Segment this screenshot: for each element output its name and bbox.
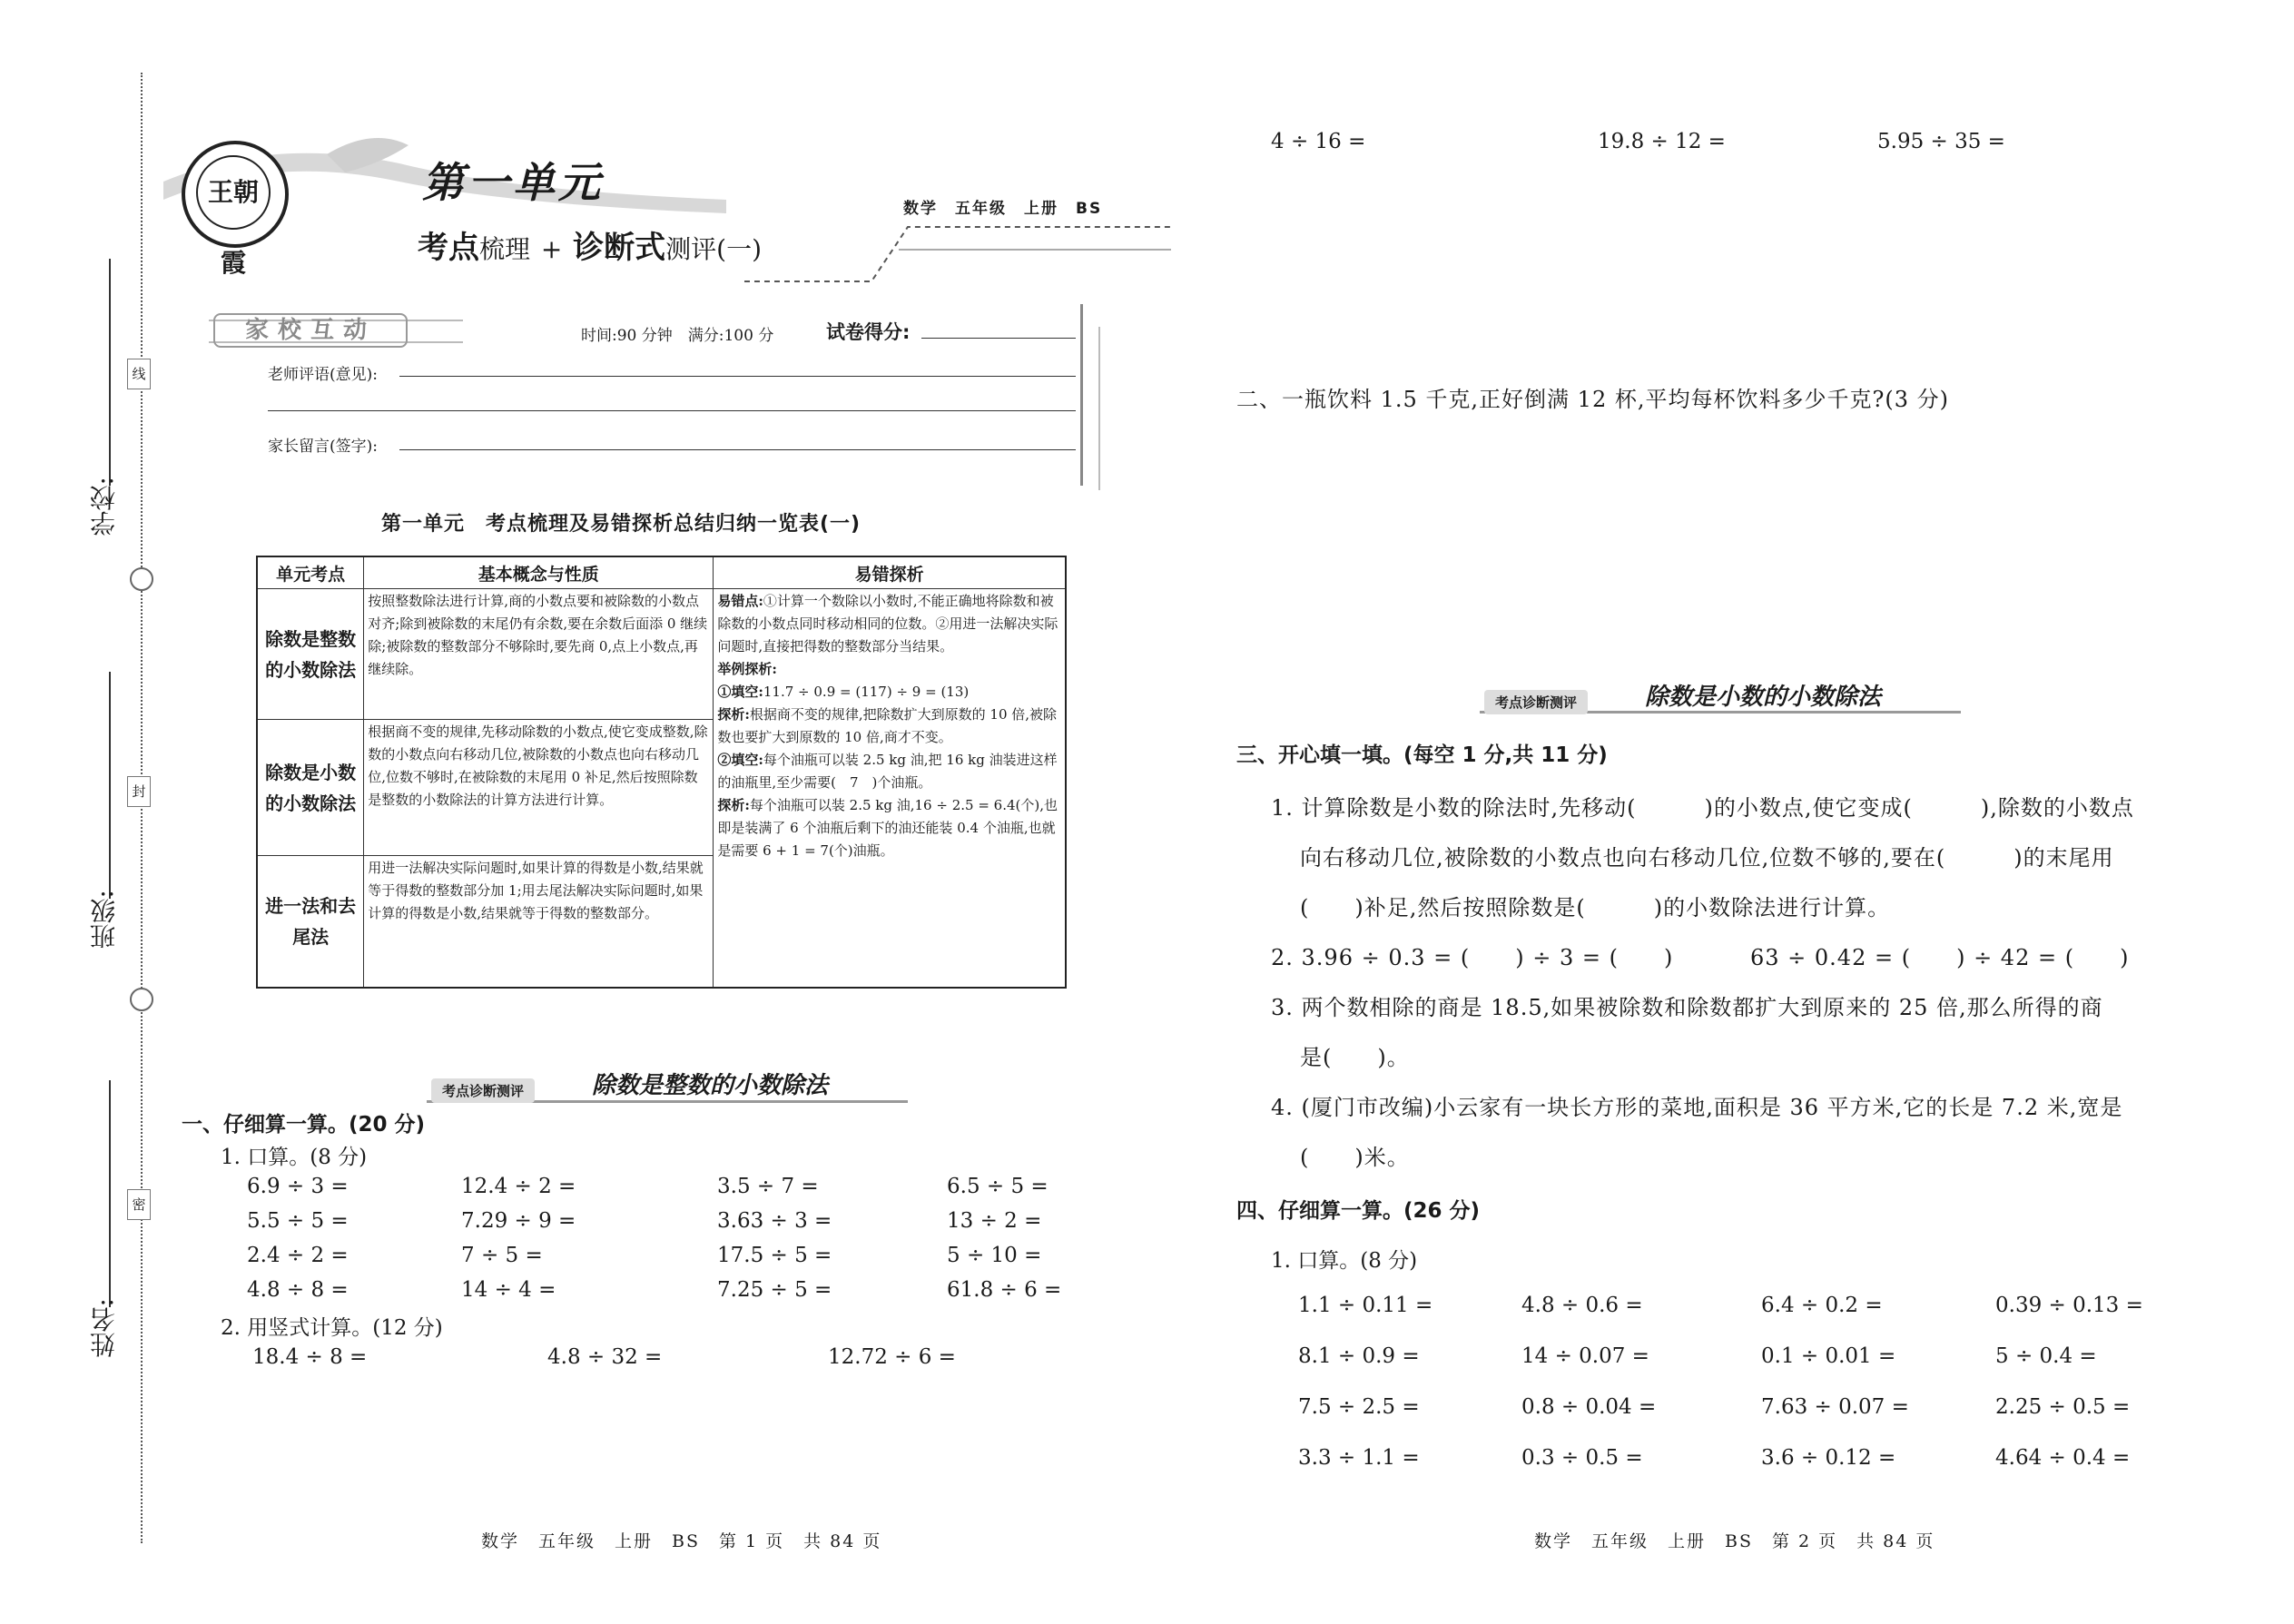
calc-item: 0.3 ÷ 0.5 =: [1521, 1446, 1643, 1470]
error-point-text: ①计算一个数除以小数时,不能正确地将除数和被除数的小数点同时移动相同的位数。②用进一法解决实际问题时,直接把得数的整数部分当结果。: [717, 593, 1058, 655]
binding-mark: 密: [127, 1189, 151, 1220]
calc-item: 18.4 ÷ 8 =: [252, 1345, 368, 1369]
calc-item: 0.39 ÷ 0.13 =: [1995, 1294, 2143, 1317]
table-cell-concept: 根据商不变的规律,先移动除数的小数点,使它变成整数,除数的小数点向右移动几位,被除数的小数点也向右移动几位,位数不够时,在被除数的末尾用 0 补足,然后按照除数是整数的小数除法的计算方法进行计算。: [364, 720, 714, 856]
table-cell-point: 除数是小数的小数除法: [257, 720, 364, 856]
subtitle-part: 考点: [418, 230, 479, 266]
publisher-logo: [182, 141, 289, 278]
binding-hole: [130, 567, 153, 591]
class-fill-line[interactable]: [109, 672, 111, 899]
question-subheading: 1. 口算。(8 分): [1271, 1249, 1418, 1273]
calc-item: 7 ÷ 5 =: [461, 1244, 543, 1267]
calc-item: 7.29 ÷ 9 =: [461, 1209, 576, 1233]
question-heading: 四、仔细算一算。(26 分): [1236, 1199, 1481, 1223]
calc-item: 19.8 ÷ 12 =: [1598, 130, 1726, 153]
calc-item: 8.1 ÷ 0.9 =: [1298, 1344, 1420, 1368]
fill1-label: ①填空:: [717, 684, 763, 700]
fill1-text: 11.7 ÷ 0.9 = (117) ÷ 9 = (13): [763, 684, 970, 700]
grade-tag: 数学 五年级 上册 BS: [903, 200, 1103, 218]
calc-item: 4.64 ÷ 0.4 =: [1995, 1446, 2131, 1470]
calc-item: 6.9 ÷ 3 =: [247, 1175, 349, 1198]
school-fill-line[interactable]: [109, 259, 111, 486]
table-cell-concept: 用进一法解决实际问题时,如果计算的得数是小数,结果就等于得数的整数部分加 1;用去尾法解决实际问题时,如果计算的得数是小数,结果就等于得数的整数部分。: [364, 856, 714, 988]
analysis2-label: 探析:: [717, 797, 750, 813]
fill-line: 向右移动几位,被除数的小数点也向右移动几位,位数不够的,要在( )的末尾用: [1300, 845, 2114, 871]
subtitle-part: 梳理: [479, 234, 531, 264]
section-title: 除数是整数的小数除法: [592, 1072, 829, 1099]
calc-item: 0.1 ÷ 0.01 =: [1761, 1344, 1896, 1368]
analysis1-text: 根据商不变的规律,把除数扩大到原数的 10 倍,被除数也要扩大到原数的 10 倍,商才不变。: [717, 706, 1058, 745]
calc-item: 7.63 ÷ 0.07 =: [1761, 1395, 1909, 1419]
header-dashed-decoration: [744, 209, 1180, 300]
fill-line: 2. 3.96 ÷ 0.3 = ( ) ÷ 3 = ( ): [1271, 945, 1674, 970]
table-header: 基本概念与性质: [364, 556, 714, 589]
calc-item: 7.5 ÷ 2.5 =: [1298, 1395, 1420, 1419]
calc-item: 6.5 ÷ 5 =: [947, 1175, 1049, 1198]
parent-comment-line[interactable]: [399, 449, 1076, 450]
page-footer: 数学 五年级 上册 BS 第 1 页 共 84 页: [481, 1531, 882, 1551]
question-heading: 三、开心填一填。(每空 1 分,共 11 分): [1236, 743, 1608, 767]
score-input-line[interactable]: [921, 338, 1076, 339]
table-cell-concept: 按照整数除法进行计算,商的小数点要和被除数的小数点对齐;除到被除数的末尾仍有余数,要在余数后面添 0 继续除;被除数的整数部分不够除时,要先商 0,点上小数点,再继续除。: [364, 589, 714, 720]
fill-line: ( )米。: [1300, 1145, 1410, 1170]
fill2-label: ②填空:: [717, 752, 763, 768]
summary-table: [256, 556, 1067, 989]
time-score-meta: 时间:90 分钟 满分:100 分: [581, 327, 774, 345]
score-label: 试卷得分:: [826, 321, 911, 343]
section-title: 除数是小数的小数除法: [1645, 684, 1882, 711]
table-cell-point: 除数是整数的小数除法: [257, 589, 364, 720]
calc-item: 3.6 ÷ 0.12 =: [1761, 1446, 1896, 1470]
calc-item: 2.4 ÷ 2 =: [247, 1244, 349, 1267]
fill-line: 63 ÷ 0.42 = ( ) ÷ 42 = ( ): [1750, 945, 2130, 970]
parent-comment-label: 家长留言(签字):: [268, 438, 378, 456]
calc-item: 14 ÷ 4 =: [461, 1278, 556, 1302]
subtitle-part: 测评(一): [665, 234, 763, 264]
calc-item: 4 ÷ 16 =: [1271, 130, 1366, 153]
calc-item: 7.25 ÷ 5 =: [717, 1278, 832, 1302]
section-tag: 考点诊断测评: [1484, 690, 1588, 714]
table-cell-point: 进一法和去尾法: [257, 856, 364, 988]
error-point-label: 易错点:: [717, 593, 763, 609]
class-label: 班级:: [89, 890, 119, 950]
table-header: 单元考点: [257, 556, 364, 589]
calc-item: 13 ÷ 2 =: [947, 1209, 1042, 1233]
binding-mark: 线: [127, 359, 151, 389]
table-cell-analysis: [714, 589, 1066, 988]
calc-item: 5 ÷ 0.4 =: [1995, 1344, 2097, 1368]
calc-item: 61.8 ÷ 6 =: [947, 1278, 1062, 1302]
question-2: 二、一瓶饮料 1.5 千克,正好倒满 12 杯,平均每杯饮料多少千克?(3 分): [1236, 387, 1949, 412]
test-subtitle: [418, 222, 762, 267]
analysis2-text: 每个油瓶可以装 2.5 kg 油,16 ÷ 2.5 = 6.4(个),也即是装满了 6 个油瓶后剩下的油还能装 0.4 个油瓶,也就是需要 6 + 1 = 7(个)油瓶。: [717, 797, 1058, 859]
logo-text: 王朝霞: [196, 155, 271, 230]
summary-table-title: 第一单元 考点梳理及易错探析总结归纳一览表(一): [381, 513, 861, 536]
calc-item: 12.72 ÷ 6 =: [828, 1345, 956, 1369]
calc-item: 3.3 ÷ 1.1 =: [1298, 1446, 1420, 1470]
fill-line: 1. 计算除数是小数的除法时,先移动( )的小数点,使它变成( ),除数的小数点: [1271, 795, 2134, 821]
calc-item: 6.4 ÷ 0.2 =: [1761, 1294, 1883, 1317]
section-tag: 考点诊断测评: [431, 1078, 535, 1103]
calc-item: 2.25 ÷ 0.5 =: [1995, 1395, 2131, 1419]
calc-item: 12.4 ÷ 2 =: [461, 1175, 576, 1198]
analysis1-label: 探析:: [717, 706, 750, 723]
calc-item: 4.8 ÷ 0.6 =: [1521, 1294, 1643, 1317]
calc-item: 4.8 ÷ 8 =: [247, 1278, 349, 1302]
question-heading: 一、仔细算一算。(20 分): [182, 1113, 426, 1137]
calc-item: 14 ÷ 0.07 =: [1521, 1344, 1649, 1368]
example-label: 举例探析:: [717, 661, 777, 677]
name-label: 姓名:: [89, 1298, 119, 1358]
subtitle-plus: +: [540, 234, 563, 264]
fill-line: 是( )。: [1300, 1045, 1410, 1070]
calc-item: 3.63 ÷ 3 =: [717, 1209, 832, 1233]
calc-item: 3.5 ÷ 7 =: [717, 1175, 819, 1198]
fill-line: 3. 两个数相除的商是 18.5,如果被除数和除数都扩大到原来的 25 倍,那么所得的商: [1271, 995, 2103, 1020]
calc-item: 1.1 ÷ 0.11 =: [1298, 1294, 1433, 1317]
fill2-text: 每个油瓶可以装 2.5 kg 油,把 16 kg 油装进这样的油瓶里,至少需要( 7 )个油瓶。: [717, 752, 1058, 791]
divider: [1098, 327, 1100, 490]
home-school-badge: 家校互动: [213, 313, 408, 348]
subtitle-part: 诊断式: [573, 230, 666, 266]
calc-item: 5.95 ÷ 35 =: [1877, 130, 2005, 153]
unit-title: 第一单元: [422, 158, 604, 207]
fill-line: ( )补足,然后按照除数是( )的小数除法进行计算。: [1300, 895, 1891, 920]
name-fill-line[interactable]: [109, 1080, 111, 1307]
binding-dotted-line: [141, 73, 143, 1543]
binding-mark: 封: [127, 776, 151, 807]
fill-line: 4. (厦门市改编)小云家有一块长方形的菜地,面积是 36 平方米,它的长是 7.2 米,宽是: [1271, 1095, 2123, 1120]
table-header: 易错探析: [714, 556, 1066, 589]
teacher-comment-label: 老师评语(意见):: [268, 366, 378, 384]
calc-item: 4.8 ÷ 32 =: [547, 1345, 663, 1369]
calc-item: 17.5 ÷ 5 =: [717, 1244, 832, 1267]
page-footer: 数学 五年级 上册 BS 第 2 页 共 84 页: [1534, 1531, 1935, 1551]
teacher-comment-line[interactable]: [268, 410, 1076, 411]
teacher-comment-line[interactable]: [399, 376, 1076, 377]
calc-item: 5 ÷ 10 =: [947, 1244, 1042, 1267]
question-subheading: 2. 用竖式计算。(12 分): [221, 1316, 443, 1340]
school-label: 学校:: [89, 477, 119, 536]
question-subheading: 1. 口算。(8 分): [221, 1146, 368, 1169]
divider: [1080, 304, 1083, 486]
calc-item: 0.8 ÷ 0.04 =: [1521, 1395, 1657, 1419]
binding-hole: [130, 988, 153, 1011]
calc-item: 5.5 ÷ 5 =: [247, 1209, 349, 1233]
